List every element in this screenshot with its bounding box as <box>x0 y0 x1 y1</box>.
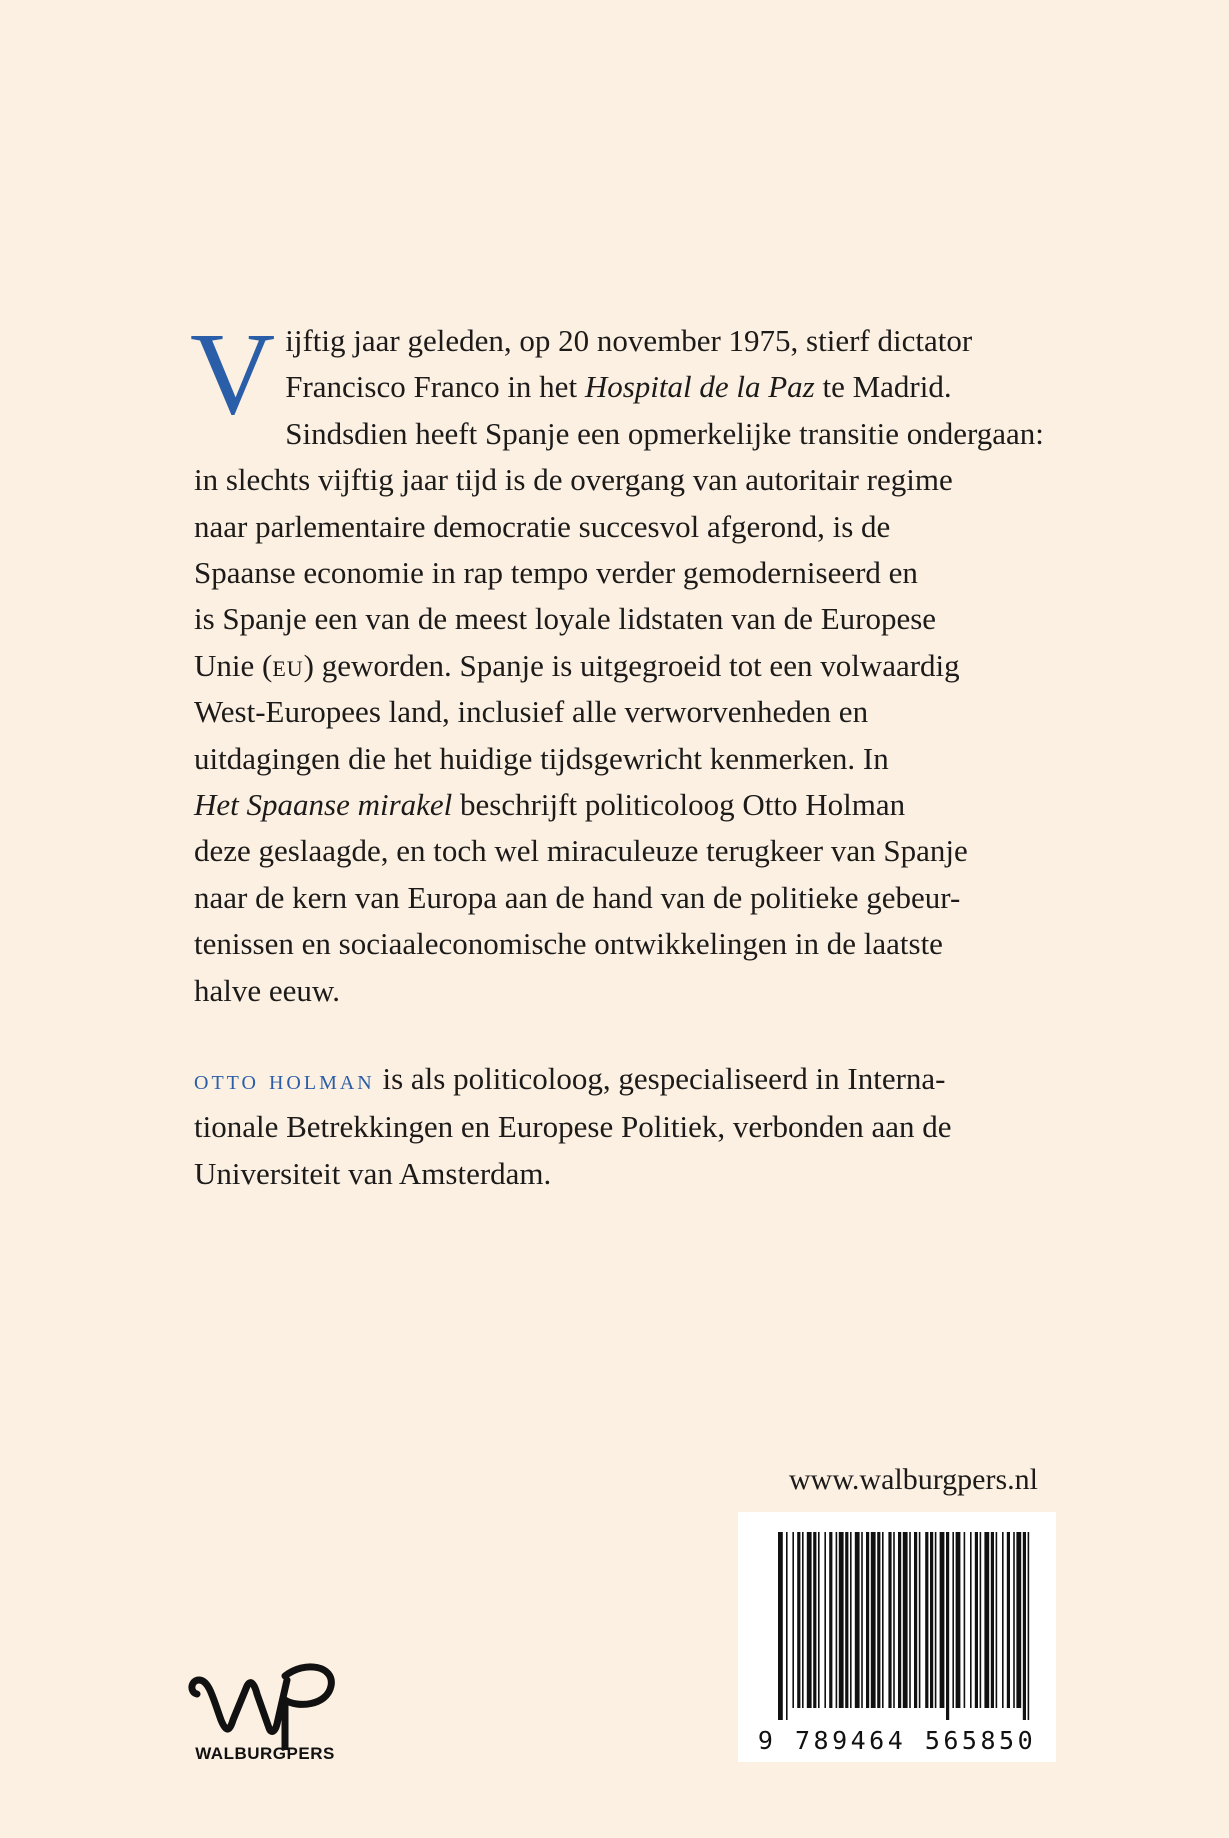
drop-cap: V <box>190 308 276 439</box>
barcode-bar <box>818 1532 820 1708</box>
barcode-bar <box>807 1532 812 1708</box>
blurb-line: Francisco Franco in het Hospital de la Paz te Madrid. <box>285 369 952 405</box>
barcode-bar <box>930 1532 933 1708</box>
barcode-bar <box>802 1532 804 1708</box>
barcode-bar <box>1016 1532 1021 1708</box>
wp-logo-icon <box>185 1650 345 1750</box>
bio-line: Universiteit van Amsterdam. <box>194 1155 552 1191</box>
blurb-line: Het Spaanse mirakel beschrijft politicoloog Otto Holman <box>194 787 906 823</box>
barcode-bar <box>824 1532 826 1708</box>
barcode-bar <box>935 1532 937 1708</box>
blurb-line: West-Europees land, inclusief alle verworvenheden en <box>194 694 869 730</box>
book-title: Het Spaanse mirakel <box>194 787 453 823</box>
barcode-bar <box>898 1532 901 1708</box>
barcode-bar <box>980 1532 982 1708</box>
barcode-bar <box>991 1532 994 1708</box>
barcode-bar <box>813 1532 816 1708</box>
publisher-logo <box>185 1650 345 1763</box>
hospital-name: Hospital de la Paz <box>584 369 815 405</box>
barcode-bar <box>829 1532 832 1708</box>
barcode-bar <box>839 1532 844 1708</box>
barcode-bar <box>925 1532 928 1708</box>
barcode-bar <box>845 1532 848 1708</box>
bio-line: otto holman is als politicoloog, gespecialiseerd in Interna- <box>194 1061 946 1096</box>
isbn-number: 9 789464 565850 <box>757 1726 1037 1755</box>
barcode-bar <box>946 1532 949 1720</box>
barcode-bar <box>940 1532 945 1708</box>
barcode-bar <box>1023 1532 1026 1720</box>
barcode-bar <box>882 1532 884 1708</box>
barcode-bar <box>956 1532 961 1708</box>
barcode-bar <box>909 1532 911 1708</box>
barcode-bar <box>914 1532 917 1708</box>
barcode <box>738 1512 1056 1762</box>
eu-abbreviation: eu <box>272 647 304 683</box>
barcode-bar <box>919 1532 921 1708</box>
blurb-line: Unie (eu) geworden. Spanje is uitgegroeid tot een volwaardig <box>194 647 960 683</box>
blurb <box>190 308 1054 1014</box>
barcode-bar <box>836 1532 838 1708</box>
barcode-bar <box>903 1532 908 1708</box>
barcode-bar <box>871 1532 876 1708</box>
blurb-line: ijftig jaar geleden, op 20 november 1975, stierf dictator <box>285 323 973 358</box>
barcode-bar <box>1013 1532 1015 1708</box>
barcode-bar <box>877 1532 880 1708</box>
author-name: otto holman <box>194 1065 375 1096</box>
blurb-line: is Spanje een van de meest loyale lidstaten van de Europese <box>194 601 937 637</box>
blurb-line: Sindsdien heeft Spanje een opmerkelijke transitie ondergaan: <box>285 415 1044 451</box>
barcode-bar <box>866 1532 869 1708</box>
blurb-line: halve eeuw. <box>194 972 341 1008</box>
blurb-line: deze geslaagde, en toch wel miraculeuze terugkeer van Spanje <box>194 833 968 869</box>
blurb-line: tenissen en sociaaleconomische ontwikkelingen in de laatste <box>194 926 943 962</box>
barcode-bars <box>738 1512 1056 1762</box>
bio-line: tionale Betrekkingen en Europese Politiek, verbonden aan de <box>194 1109 952 1145</box>
publisher-url[interactable]: www.walburgpers.nl <box>788 1463 1038 1496</box>
barcode-bar <box>996 1532 998 1708</box>
barcode-bar <box>893 1532 895 1708</box>
barcode-bar <box>778 1532 783 1720</box>
barcode-bar <box>786 1532 788 1720</box>
publisher-name: WALBURGPERS <box>195 1744 335 1763</box>
barcode-bar <box>970 1532 972 1708</box>
barcode-bar <box>1007 1532 1010 1708</box>
barcode-bar <box>964 1532 966 1708</box>
author-bio <box>194 1056 1054 1197</box>
barcode-bar <box>792 1532 794 1708</box>
barcode-bar <box>984 1532 989 1708</box>
barcode-bar <box>1002 1532 1004 1708</box>
barcode-bar <box>797 1532 800 1708</box>
barcode-bar <box>1028 1532 1030 1720</box>
barcode-bar <box>888 1532 891 1708</box>
blurb-line: naar parlementaire democratie succesvol afgerond, is de <box>194 508 891 544</box>
barcode-bar <box>855 1532 860 1708</box>
barcode-bar <box>975 1532 978 1708</box>
blurb-line: naar de kern van Europa aan de hand van de politieke gebeur- <box>194 879 961 915</box>
blurb-line: Spaanse economie in rap tempo verder gemoderniseerd en <box>194 555 918 591</box>
barcode-bar <box>861 1532 863 1708</box>
blurb-line: in slechts vijftig jaar tijd is de overgang van autoritair regime <box>194 462 953 498</box>
barcode-bar <box>850 1532 852 1708</box>
blurb-line: uitdagingen die het huidige tijdsgewricht kenmerken. In <box>194 740 889 776</box>
barcode-bar <box>952 1532 954 1708</box>
